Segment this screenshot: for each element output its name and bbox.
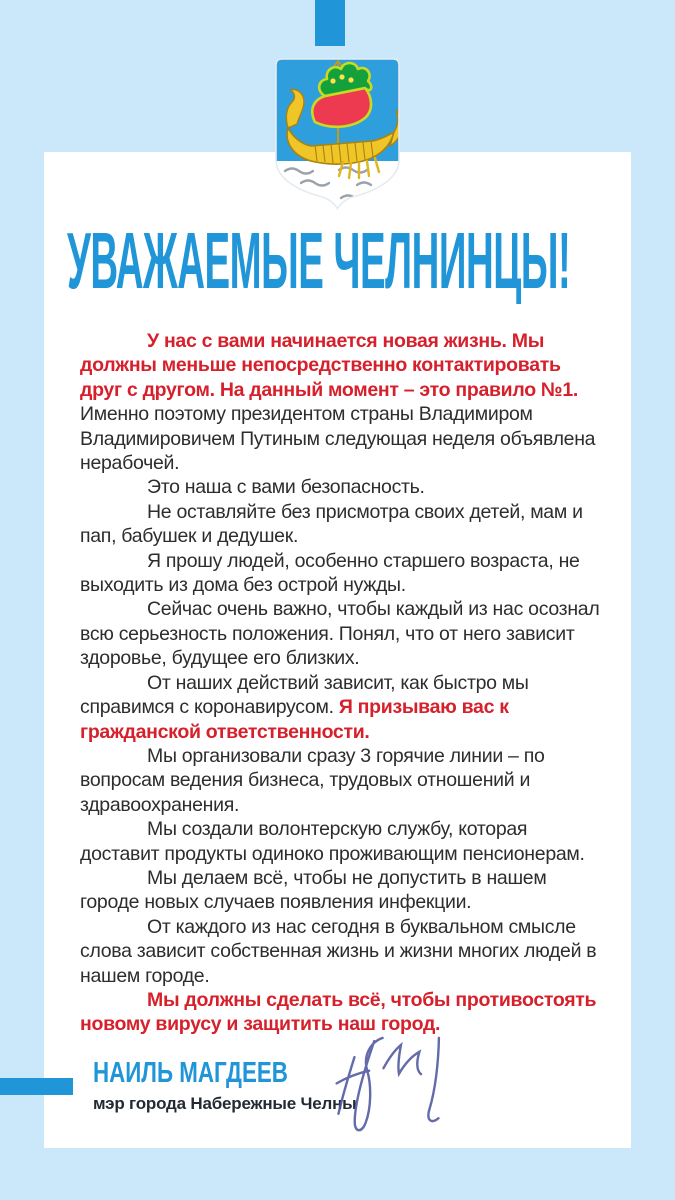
text-run: Это наша с вами безопасность. xyxy=(147,476,425,499)
text-run: Мы делаем всё, чтобы не допустить в нашем городе новых случаев появления инфекции. xyxy=(80,866,547,914)
text-run: Сейчас очень важно, чтобы каждый из нас осознал всю серьезность положения. Понял, что от него зависит здоровье, будущее его близких. xyxy=(80,598,600,670)
text-run: Мы организовали сразу 3 горячие линии – по вопросам ведения бизнеса, трудовых отношений и здравоохранения. xyxy=(80,744,545,816)
text-run: От каждого из нас сегодня в буквальном смысле слова зависит собственная жизнь и жизни многих людей в нашем городе. xyxy=(80,915,597,987)
letter-body xyxy=(80,329,603,1037)
letter-paragraph xyxy=(80,597,603,670)
letter-paragraph xyxy=(80,915,603,988)
signer-name: НАИЛЬ МАГДЕЕВ xyxy=(93,1057,288,1089)
letter-paragraph xyxy=(80,329,603,475)
text-run: У нас с вами начинается новая жизнь. Мы должны меньше непосредственно контактировать друг с другом. На данный момент – это правило №1. xyxy=(80,330,579,401)
text-run: Не оставляйте без присмотра своих детей, мам и пап, бабушек и дедушек. xyxy=(80,500,583,548)
letter-paragraph xyxy=(80,866,603,915)
text-run: Мы создали волонтерскую службу, которая доставит продукты одиноко проживающим пенсионерам. xyxy=(80,818,585,865)
letter-paragraph xyxy=(80,817,603,866)
accent-bar xyxy=(0,1078,73,1095)
city-coat-of-arms-icon xyxy=(275,58,400,210)
page-title: УВАЖАЕМЫЕ ЧЕЛНИНЦЫ! xyxy=(67,216,571,305)
handwritten-signature-icon xyxy=(330,1028,475,1143)
ribbon-bookmark-icon xyxy=(315,0,345,46)
letter-paragraph xyxy=(80,475,603,499)
text-run: Мы должны сделать всё, чтобы противостоять новому вирусу и защитить наш город. xyxy=(80,988,597,1036)
letter-paragraph xyxy=(80,671,603,744)
text-run: Я призываю вас к гражданской ответственности. xyxy=(80,696,509,743)
letter-paragraph xyxy=(80,549,603,598)
letter-paragraph xyxy=(80,744,603,817)
signer-role: мэр города Набережные Челны xyxy=(93,1094,357,1113)
text-run: От наших действий зависит, как быстро мы справимся с коронавирусом. xyxy=(80,671,529,719)
text-run: Я прошу людей, особенно старшего возраста, не выходить из дома без острой нужды. xyxy=(80,549,580,597)
text-run: Именно поэтому президентом страны Владимиром Владимировичем Путиным следующая неделя объявлена нерабочей. xyxy=(80,403,596,475)
letter-paragraph xyxy=(80,500,603,549)
